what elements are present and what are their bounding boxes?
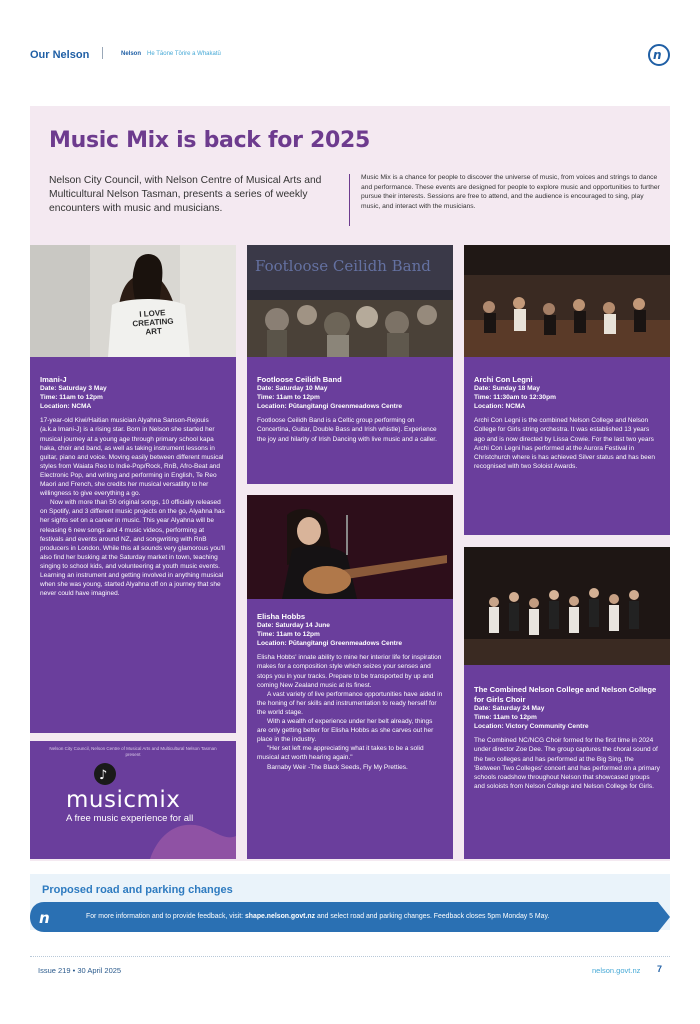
shirt-line: CREATING — [132, 316, 174, 329]
event-date: Date: Sunday 18 May — [474, 385, 540, 392]
event-card-footloose — [247, 245, 453, 484]
footloose-photo — [247, 245, 453, 357]
event-name: Imani-J — [40, 375, 67, 384]
event-name: Elisha Hobbs — [257, 612, 306, 621]
event-time: Time: 11am to 12pm — [257, 630, 320, 638]
event-date: Date: Saturday 14 June — [257, 622, 330, 629]
choir-photo — [464, 547, 670, 665]
description-paragraph: 17-year-old Kiwi/Haitian musician Alyahna Sanson-Rejouis (a.k.a Imani-J) is a rising star. Born in Nelson she started her musical journey at a young age through primary school kapa haka, choir and band, as well as taking instrument lessons in guitar, piano and voice. Moving easily between different musical styles from Waiata Reo to Indie-Pop/Rock, RnB, Afro-Beat and Electronic Pop, and writing and performing in English, Te Reo Maori and French, she credits her musical versatility to her willingness to give everything a go. — [40, 417, 224, 498]
event-description — [40, 416, 226, 598]
music-mix-poster — [30, 741, 236, 859]
event-card-archi — [464, 245, 670, 535]
page-number: 7 — [657, 964, 663, 974]
archi-photo-image — [464, 245, 670, 357]
article-title: Music Mix is back for 2025 — [49, 128, 371, 153]
shirt-line: ART — [145, 326, 163, 337]
event-name: Footloose Ceilidh Band — [257, 375, 342, 384]
poster-presenters: Nelson City Council, Nelson Centre of Musical Arts and Multicultural Nelson Tasman present — [49, 746, 217, 757]
event-location: Location: Pūtangitangi Greenmeadows Centre — [257, 402, 403, 410]
event-name: The Combined Nelson College and Nelson College for Girls Choir — [474, 685, 657, 704]
header-divider — [102, 47, 103, 59]
elisha-photo-image — [247, 495, 453, 599]
event-time: Time: 11am to 12pm — [257, 393, 320, 401]
intro-right: Music Mix is a chance for people to discover the universe of music, from voices and strings to dance and performance. These events are designed for people to explore music and opportunities to further pursue their interests. Sessions are free to attend, and the audience is encouraged to sing, play music, and interact with the musicians. — [361, 174, 660, 210]
event-description: The Combined NC/NCG Choir formed for the first time in 2024 under director Zoe Dee. The group captures the choral sound of the two colleges and has performed at the Big Sing, the 'Between Two Colleges' concert and has performed on a primary schools roadshow throughout Nelson that showcased groups and soloists from Nelson College and Nelson College for Girls. — [474, 737, 660, 790]
intro-left: Nelson City Council, with Nelson Centre of Musical Arts and Multicultural Nelson Tasman, presents a series of weekly encounters with music and musicians. — [49, 175, 322, 215]
website-link[interactable]: nelson.govt.nz — [592, 966, 641, 975]
event-date: Date: Saturday 24 May — [474, 705, 545, 712]
event-time: Time: 11am to 12pm — [474, 713, 537, 721]
archi-photo — [464, 245, 670, 357]
imani-photo-image — [30, 245, 236, 357]
choir-photo-image — [464, 547, 670, 665]
header-tagline-text: He Tāone Tōrire a Whakatū — [147, 51, 221, 57]
event-card-imani — [30, 245, 236, 733]
footer-divider — [30, 956, 670, 957]
logo-glyph: n — [653, 48, 662, 62]
event-location: Location: Victory Community Centre — [474, 722, 589, 730]
event-card-elisha — [247, 495, 453, 859]
svg-text:♪: ♪ — [99, 768, 108, 783]
elisha-photo — [247, 495, 453, 599]
header-tagline — [121, 51, 221, 57]
event-card-choir — [464, 547, 670, 859]
road-changes-title: Proposed road and parking changes — [42, 884, 233, 896]
road-text-after: and select road and parking changes. Feedback closes 5pm Monday 5 May. — [315, 913, 550, 920]
shirt-line: I LOVE — [138, 308, 166, 319]
shirt-text — [122, 307, 184, 338]
event-date: Date: Saturday 10 May — [257, 385, 328, 392]
quote-attribution: Barnaby Weir -The Black Seeds, Fly My Pretties. — [267, 763, 408, 771]
event-date: Date: Saturday 3 May — [40, 385, 107, 392]
road-text-before: For more information and to provide feedback, visit: — [86, 913, 245, 920]
event-description: Archi Con Legni is the combined Nelson College and Nelson College for Girls string orchestra. It was established 13 years ago and is now directed by Lissa Cowie. For the last two years Archi Con Legni has performed at the Aurora Festival in Christchurch where is has achieved Silver status and has been recognised with two Soloist Awards. — [474, 417, 656, 470]
event-description — [257, 653, 443, 771]
issue-info: Issue 219 • 30 April 2025 — [38, 966, 122, 975]
feedback-link[interactable]: shape.nelson.govt.nz — [244, 913, 316, 920]
road-changes-text — [86, 913, 549, 920]
description-paragraph: With a wealth of experience under her belt already, things are only getting better for Elisha Hobbs as she carves out her place in the industry. — [257, 718, 434, 744]
svg-text:n: n — [39, 909, 50, 927]
header-place: Nelson — [121, 51, 142, 57]
event-name: Archi Con Legni — [474, 375, 533, 384]
description-quote: "Her set left me appreciating what it takes to be a solid musical act worth hearing again." — [257, 745, 424, 762]
event-description: Footloose Ceilidh Band is a Celtic group performing on Concertina, Guitar, Double Bass and Irish whistle). Experience the joy and hilarity of Irish Dancing with live music and a caller. — [257, 417, 437, 443]
poster-logo-text: musicmix — [66, 787, 181, 813]
event-location: Location: Pūtangitangi Greenmeadows Centre — [257, 639, 403, 647]
event-location: Location: NCMA — [474, 402, 526, 410]
event-time: Time: 11am to 12pm — [40, 393, 103, 401]
section-title: Our Nelson — [30, 49, 90, 61]
intro-divider — [349, 174, 350, 226]
band-banner-text: Footloose Ceilidh Band — [255, 257, 431, 275]
description-paragraph: A vast variety of live performance opportunities have aided in the honing of her skills and instrumentation to ready herself for the world stage. — [257, 690, 443, 716]
description-paragraph: Elisha Hobbs' innate ability to mine her interior life for inspiration makes for a composition style which seizes your senses and stops you in your tracks. Prepare to be transported by up and coming New Zealand music at its finest. — [257, 654, 442, 689]
nelson-logo-icon — [648, 44, 670, 66]
imani-photo — [30, 245, 236, 357]
event-time: Time: 11:30am to 12:30pm — [474, 393, 556, 401]
poster-tagline: A free music experience for all — [66, 813, 194, 824]
event-location: Location: NCMA — [40, 402, 92, 410]
description-paragraph: Now with more than 50 original songs, 10 officially released on Spotify, and 3 different music projects on the go, Alyahna has her sights set on a career in music. This year Alyahna will be releasing 6 new songs and 4 music videos, performing at festivals and events around NZ, and songwriting with RnB producers in London. While this all sounds very glamorous you'll also find her busking at the Saturday market in town, teaching singing to school kids, and volunteering at youth music events. Learning an instrument and getting involved in anything musical when she was young, started Alyahna off on a journey that she never could have imagined. — [40, 499, 225, 598]
